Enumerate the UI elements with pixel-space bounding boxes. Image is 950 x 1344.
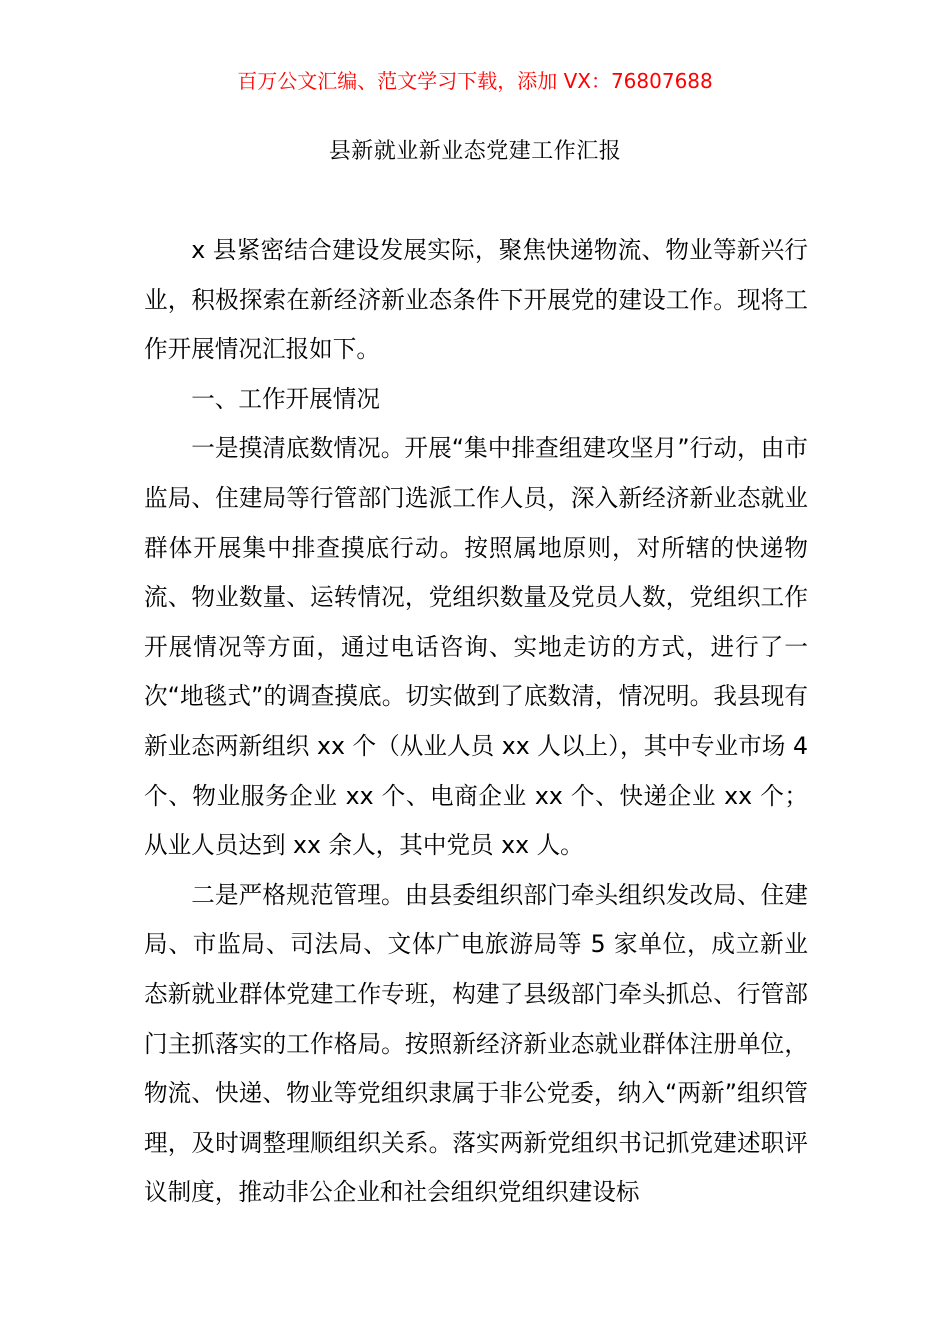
paragraph-intro: x 县紧密结合建设发展实际，聚焦快递物流、物业等新兴行业，积极探索在新经济新业态条件下开展党的建设工作。现将工作开展情况汇报如下。 xyxy=(144,236,808,364)
document-body xyxy=(144,226,808,1218)
section-heading: 一、工作开展情况 xyxy=(191,384,380,413)
header-banner: 百万公文汇编、范文学习下载，添加 VX：76807688 xyxy=(237,69,713,93)
paragraph-point-1: 一是摸清底数情况。开展“集中排查组建攻坚月”行动，由市监局、住建局等行管部门选派工作人员，深入新经济新业态就业群体开展集中排查摸底行动。按照属地原则，对所辖的快递物流、物业数量、运转情况，党组织数量及党员人数，党组织工作开展情况等方面，通过电话咨询、实地走访的方式，进行了一次“地毯式”的调查摸底。切实做到了底数清，情况明。我县现有新业态两新组织 xx 个（从业人员 xx 人以上），其中专业市场 4 个、物业服务企业 xx 个、电商企业 xx 个、快递企业 xx 个；从业人员达到 xx 余人，其中党员 xx 人。 xyxy=(144,434,808,860)
document-title: 县新就业新业态党建工作汇报 xyxy=(328,139,622,164)
paragraph-point-2: 二是严格规范管理。由县委组织部门牵头组织发改局、住建局、市监局、司法局、文体广电旅游局等 5 家单位，成立新业态新就业群体党建工作专班，构建了县级部门牵头抓总、行管部门主抓落实的工作格局。按照新经济新业态就业群体注册单位，物流、快递、物业等党组织隶属于非公党委，纳入“两新”组织管理，及时调整理顺组织关系。落实两新党组织书记抓党建述职评议制度，推动非公企业和社会组织党组织建设标 xyxy=(144,880,808,1207)
